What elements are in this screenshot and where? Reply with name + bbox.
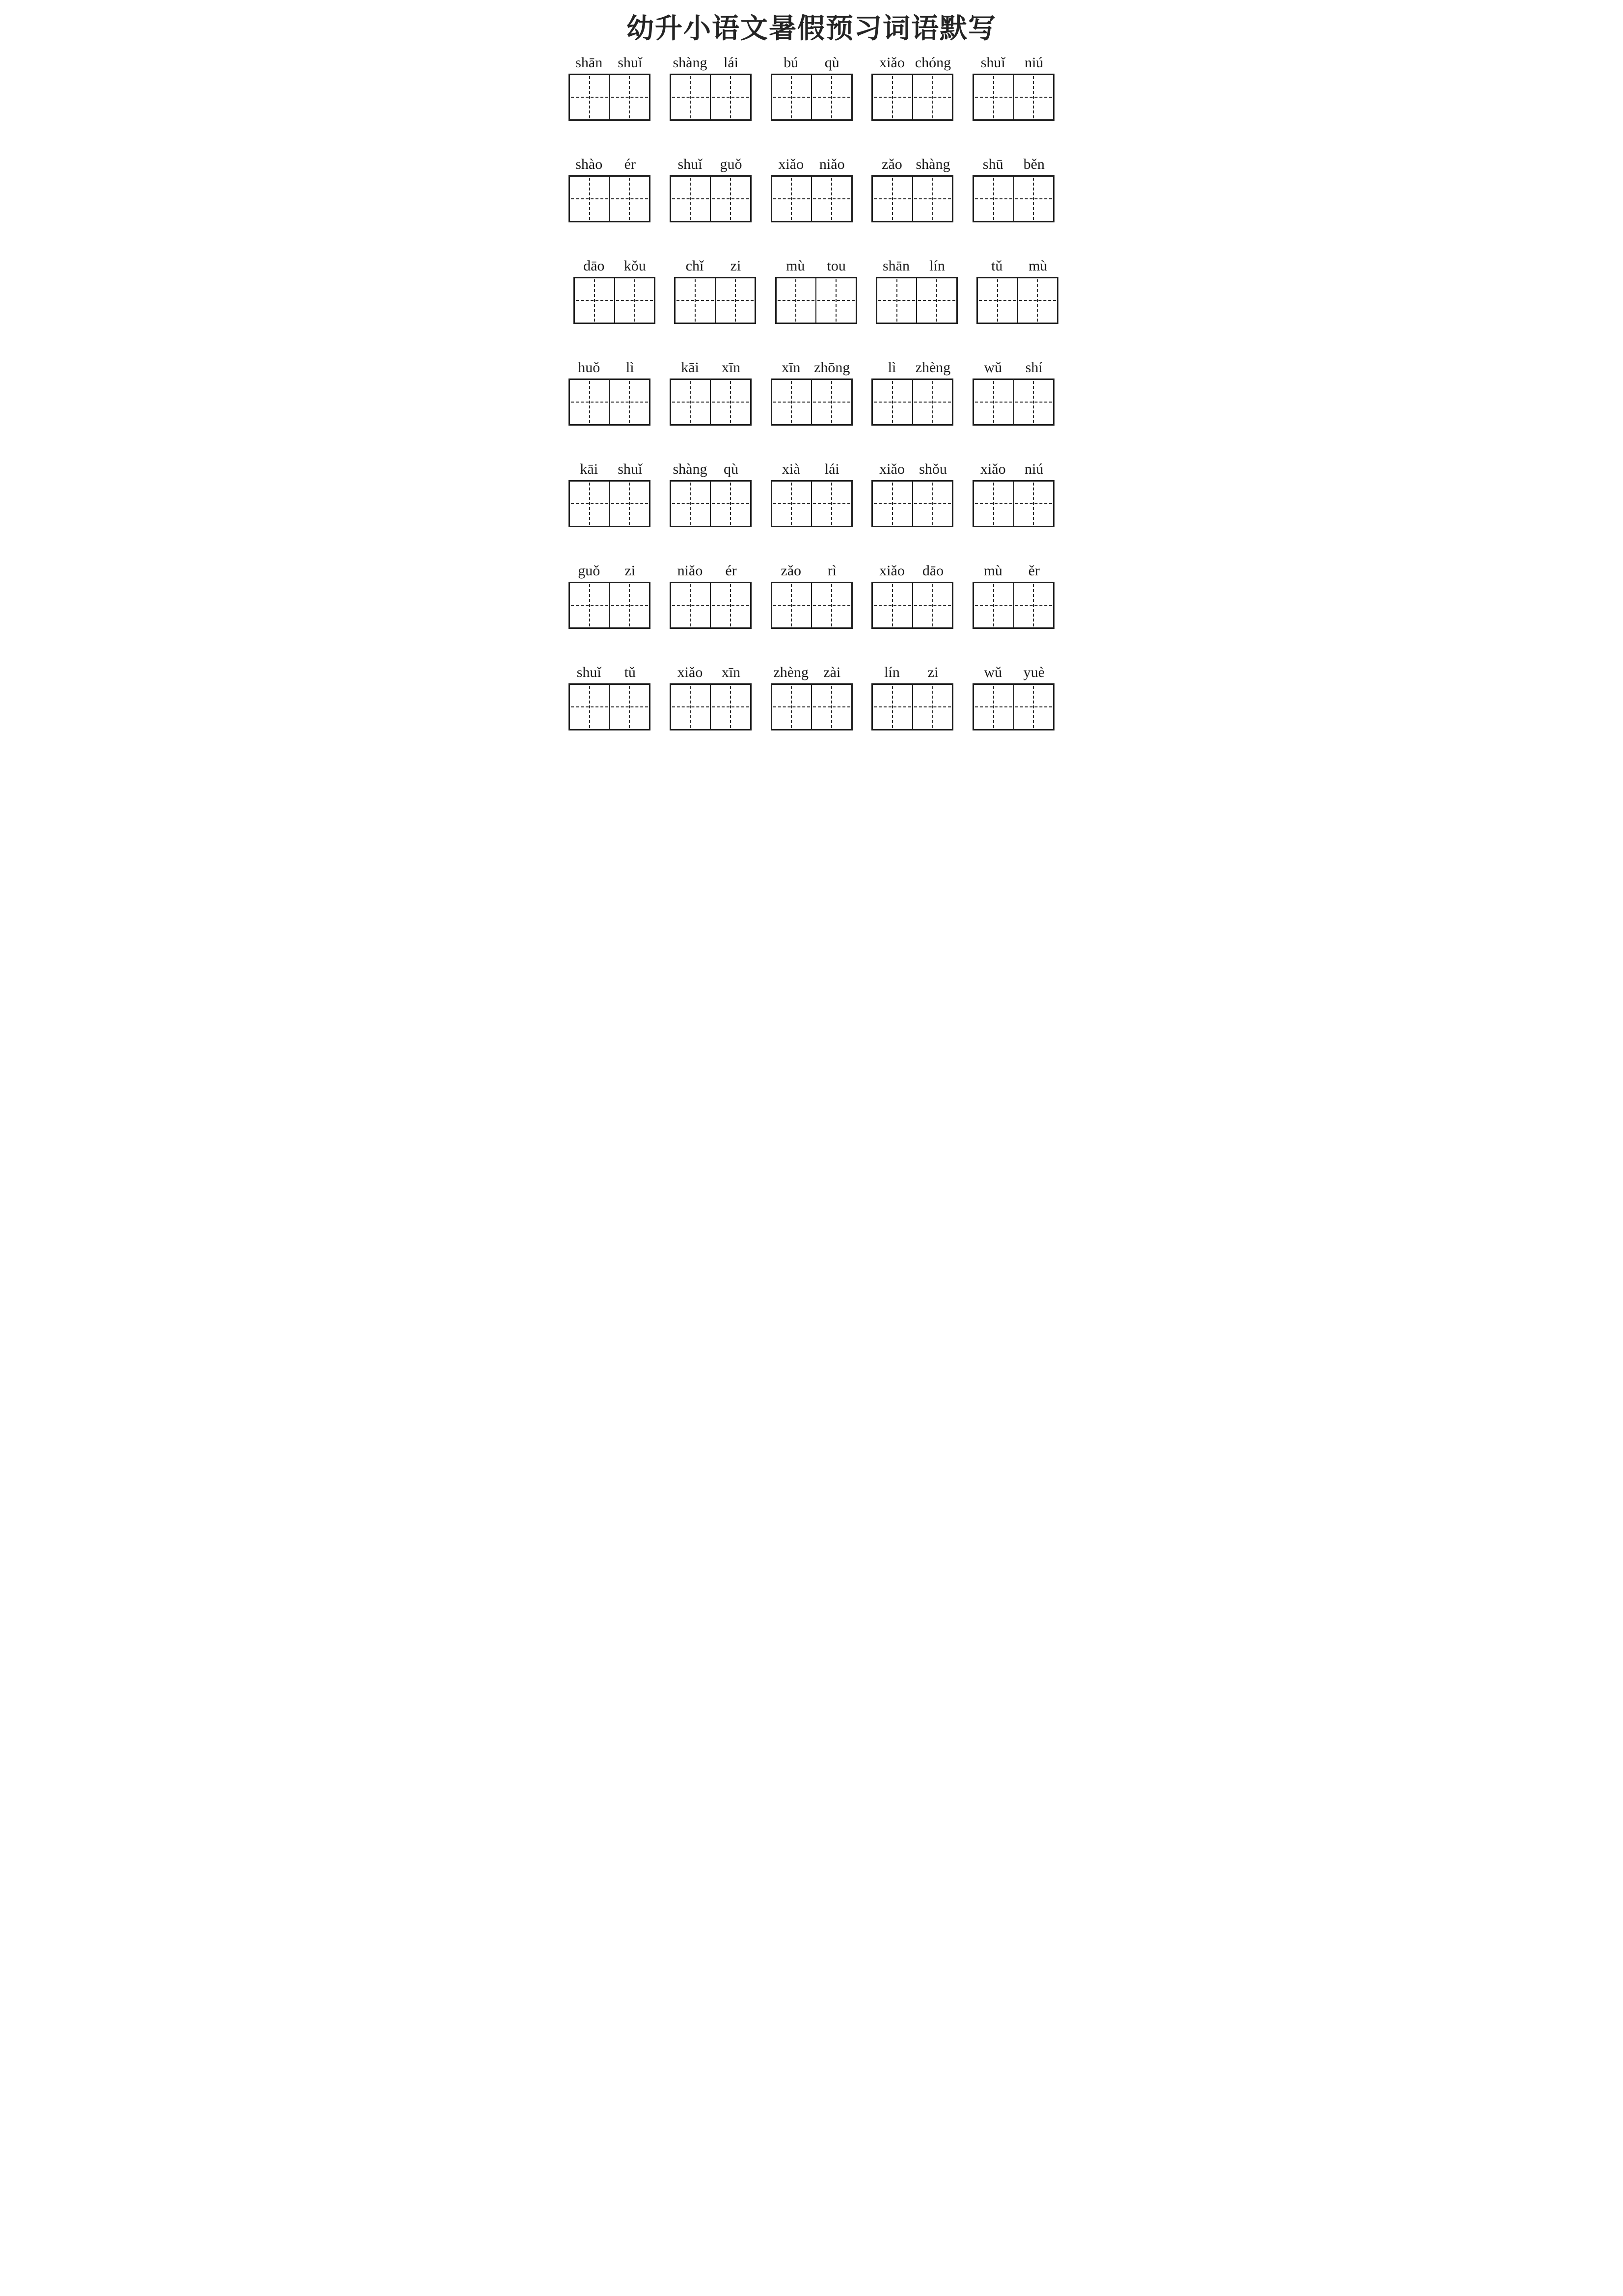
writing-box <box>771 378 853 426</box>
pinyin-syllable: niǎo <box>819 156 845 173</box>
pinyin-syllable: xīn <box>721 359 741 376</box>
writing-box <box>568 480 650 527</box>
word-item <box>568 457 650 527</box>
character-cell <box>772 380 812 424</box>
word-item <box>876 254 958 324</box>
character-cell <box>710 583 750 627</box>
character-cell <box>671 685 710 729</box>
pinyin-syllable: xiǎo <box>980 461 1006 478</box>
pinyin-label <box>871 457 953 478</box>
pinyin-syllable: tǔ <box>624 664 636 681</box>
character-cell <box>609 482 649 526</box>
pinyin-label <box>973 51 1055 71</box>
pinyin-syllable: tǔ <box>991 258 1003 274</box>
pinyin-label <box>771 559 853 579</box>
writing-box <box>670 175 752 222</box>
pinyin-syllable: shuǐ <box>677 156 703 173</box>
word-row <box>541 559 1082 629</box>
character-cell <box>1013 75 1054 119</box>
word-item <box>775 254 857 324</box>
pinyin-syllable: niú <box>1025 461 1044 478</box>
word-item <box>871 51 953 121</box>
word-row <box>541 457 1082 527</box>
character-cell <box>877 278 917 323</box>
pinyin-syllable: bú <box>784 54 799 71</box>
character-cell <box>671 75 710 119</box>
writing-box <box>670 74 752 121</box>
character-cell <box>873 75 912 119</box>
pinyin-label <box>568 457 650 478</box>
word-item <box>568 559 650 629</box>
pinyin-syllable: qù <box>824 54 839 71</box>
pinyin-label <box>771 51 853 71</box>
pinyin-syllable: kāi <box>580 461 598 478</box>
pinyin-label <box>973 457 1055 478</box>
writing-box <box>973 74 1055 121</box>
pinyin-label <box>973 355 1055 376</box>
word-item <box>670 51 752 121</box>
pinyin-label <box>771 457 853 478</box>
writing-box <box>871 175 953 222</box>
pinyin-syllable: shuǐ <box>980 54 1005 71</box>
word-item <box>871 355 953 426</box>
character-cell <box>811 482 851 526</box>
word-row <box>541 355 1082 426</box>
word-item <box>771 660 853 730</box>
character-cell <box>811 583 851 627</box>
character-cell <box>772 177 812 221</box>
character-cell <box>575 278 614 323</box>
character-cell <box>570 482 609 526</box>
pinyin-syllable: xià <box>782 461 800 478</box>
pinyin-label <box>771 355 853 376</box>
pinyin-syllable: wǔ <box>984 664 1002 681</box>
pinyin-syllable: shuǐ <box>618 461 643 478</box>
word-item <box>771 152 853 222</box>
pinyin-syllable: guǒ <box>578 563 600 579</box>
pinyin-syllable: lái <box>724 54 738 71</box>
pinyin-label <box>871 51 953 71</box>
character-cell <box>715 278 755 323</box>
writing-box <box>775 277 857 324</box>
pinyin-syllable: dāo <box>583 258 605 274</box>
character-cell <box>609 685 649 729</box>
pinyin-syllable: niǎo <box>677 563 703 579</box>
writing-box <box>771 480 853 527</box>
writing-box <box>973 683 1055 730</box>
character-cell <box>710 482 750 526</box>
pinyin-syllable: shàng <box>916 156 950 173</box>
pinyin-syllable: xiǎo <box>677 664 703 681</box>
character-cell <box>912 75 952 119</box>
pinyin-label <box>568 559 650 579</box>
pinyin-label <box>771 660 853 681</box>
writing-box <box>771 175 853 222</box>
character-cell <box>671 482 710 526</box>
character-cell <box>978 278 1017 323</box>
word-item <box>771 51 853 121</box>
writing-box <box>976 277 1058 324</box>
character-cell <box>811 75 851 119</box>
word-row <box>541 254 1082 324</box>
writing-box <box>771 74 853 121</box>
pinyin-label <box>876 254 958 274</box>
pinyin-syllable: tou <box>827 258 846 274</box>
pinyin-syllable: shān <box>575 54 603 71</box>
character-cell <box>912 177 952 221</box>
pinyin-syllable: ér <box>624 156 636 173</box>
pinyin-syllable: ér <box>725 563 737 579</box>
writing-box <box>771 582 853 629</box>
pinyin-syllable: ěr <box>1028 563 1040 579</box>
character-cell <box>1013 177 1054 221</box>
pinyin-syllable: zhèng <box>773 664 809 681</box>
character-cell <box>1013 380 1054 424</box>
word-item <box>973 457 1055 527</box>
character-cell <box>1013 685 1054 729</box>
character-cell <box>912 482 952 526</box>
pinyin-syllable: shàng <box>673 54 707 71</box>
pinyin-syllable: zhèng <box>915 359 951 376</box>
pinyin-syllable: yuè <box>1023 664 1045 681</box>
word-grid <box>541 51 1082 730</box>
writing-box <box>568 74 650 121</box>
word-row <box>541 152 1082 222</box>
writing-box <box>568 683 650 730</box>
character-cell <box>873 583 912 627</box>
pinyin-syllable: rì <box>827 563 837 579</box>
word-item <box>670 559 752 629</box>
pinyin-syllable: niú <box>1025 54 1044 71</box>
pinyin-syllable: shān <box>883 258 910 274</box>
pinyin-syllable: wǔ <box>984 359 1002 376</box>
writing-box <box>973 175 1055 222</box>
pinyin-syllable: lín <box>929 258 945 274</box>
word-item <box>568 660 650 730</box>
pinyin-syllable: shǒu <box>919 461 947 478</box>
character-cell <box>772 583 812 627</box>
pinyin-syllable: xīn <box>782 359 801 376</box>
character-cell <box>912 685 952 729</box>
pinyin-syllable: xiǎo <box>879 54 905 71</box>
writing-box <box>568 378 650 426</box>
pinyin-label <box>871 355 953 376</box>
character-cell <box>570 75 609 119</box>
pinyin-syllable: xiǎo <box>778 156 804 173</box>
writing-box <box>871 378 953 426</box>
character-cell <box>570 177 609 221</box>
character-cell <box>671 583 710 627</box>
character-cell <box>916 278 956 323</box>
word-item <box>568 355 650 426</box>
pinyin-label <box>771 152 853 173</box>
word-item <box>871 660 953 730</box>
word-item <box>674 254 756 324</box>
pinyin-syllable: chóng <box>915 54 951 71</box>
word-item <box>871 152 953 222</box>
character-cell <box>974 482 1013 526</box>
pinyin-syllable: kǒu <box>623 258 646 274</box>
character-cell <box>710 685 750 729</box>
pinyin-label <box>573 254 655 274</box>
character-cell <box>772 482 812 526</box>
character-cell <box>710 380 750 424</box>
word-item <box>976 254 1058 324</box>
pinyin-syllable: lì <box>888 359 896 376</box>
writing-box <box>670 480 752 527</box>
pinyin-syllable: guǒ <box>720 156 742 173</box>
word-item <box>973 152 1055 222</box>
character-cell <box>974 685 1013 729</box>
pinyin-label <box>775 254 857 274</box>
writing-box <box>871 74 953 121</box>
word-item <box>871 559 953 629</box>
writing-box <box>973 582 1055 629</box>
writing-box <box>568 175 650 222</box>
pinyin-label <box>871 660 953 681</box>
character-cell <box>974 177 1013 221</box>
pinyin-label <box>674 254 756 274</box>
pinyin-syllable: kāi <box>681 359 699 376</box>
character-cell <box>676 278 715 323</box>
pinyin-label <box>973 559 1055 579</box>
pinyin-label <box>670 51 752 71</box>
character-cell <box>873 685 912 729</box>
character-cell <box>671 380 710 424</box>
word-item <box>771 355 853 426</box>
pinyin-syllable: shí <box>1025 359 1043 376</box>
pinyin-syllable: xīn <box>721 664 741 681</box>
character-cell <box>609 75 649 119</box>
pinyin-syllable: zi <box>730 258 741 274</box>
character-cell <box>777 278 816 323</box>
page-title: 幼升小语文暑假预习词语默写 <box>626 13 997 44</box>
word-item <box>670 355 752 426</box>
character-cell <box>609 380 649 424</box>
pinyin-syllable: chǐ <box>685 258 704 274</box>
character-cell <box>912 380 952 424</box>
character-cell <box>710 177 750 221</box>
pinyin-syllable: lái <box>824 461 839 478</box>
writing-box <box>573 277 655 324</box>
pinyin-label <box>568 51 650 71</box>
word-item <box>973 51 1055 121</box>
word-item <box>973 355 1055 426</box>
character-cell <box>772 685 812 729</box>
pinyin-syllable: mù <box>983 563 1002 579</box>
writing-box <box>871 480 953 527</box>
pinyin-syllable: shào <box>575 156 603 173</box>
word-item <box>973 559 1055 629</box>
pinyin-syllable: běn <box>1023 156 1045 173</box>
word-item <box>670 152 752 222</box>
pinyin-syllable: zhōng <box>814 359 850 376</box>
pinyin-label <box>976 254 1058 274</box>
writing-box <box>973 480 1055 527</box>
word-row <box>541 51 1082 121</box>
pinyin-label <box>871 559 953 579</box>
pinyin-label <box>871 152 953 173</box>
writing-box <box>771 683 853 730</box>
pinyin-syllable: qù <box>724 461 738 478</box>
pinyin-syllable: mù <box>1028 258 1048 274</box>
pinyin-syllable: mù <box>786 258 805 274</box>
character-cell <box>974 583 1013 627</box>
character-cell <box>1017 278 1057 323</box>
character-cell <box>974 75 1013 119</box>
character-cell <box>1013 583 1054 627</box>
pinyin-syllable: zǎo <box>882 156 902 173</box>
character-cell <box>811 177 851 221</box>
character-cell <box>873 482 912 526</box>
character-cell <box>710 75 750 119</box>
pinyin-label <box>670 457 752 478</box>
pinyin-label <box>568 660 650 681</box>
pinyin-label <box>973 152 1055 173</box>
writing-box <box>871 582 953 629</box>
pinyin-syllable: xiǎo <box>879 563 905 579</box>
pinyin-label <box>670 355 752 376</box>
word-item <box>568 51 650 121</box>
word-item <box>771 559 853 629</box>
word-item <box>568 152 650 222</box>
pinyin-syllable: zǎo <box>781 563 802 579</box>
pinyin-syllable: shū <box>982 156 1003 173</box>
character-cell <box>815 278 856 323</box>
character-cell <box>772 75 812 119</box>
writing-box <box>871 683 953 730</box>
character-cell <box>811 380 851 424</box>
pinyin-syllable: zài <box>823 664 841 681</box>
pinyin-syllable: huǒ <box>578 359 600 376</box>
pinyin-syllable: dāo <box>922 563 944 579</box>
pinyin-label <box>973 660 1055 681</box>
pinyin-syllable: shàng <box>673 461 707 478</box>
character-cell <box>811 685 851 729</box>
writing-box <box>670 378 752 426</box>
character-cell <box>873 177 912 221</box>
pinyin-syllable: zi <box>624 563 636 579</box>
writing-box <box>568 582 650 629</box>
writing-box <box>973 378 1055 426</box>
character-cell <box>570 685 609 729</box>
writing-box <box>876 277 958 324</box>
writing-box <box>670 582 752 629</box>
worksheet-page <box>541 0 1082 765</box>
writing-box <box>674 277 756 324</box>
character-cell <box>873 380 912 424</box>
word-item <box>670 457 752 527</box>
character-cell <box>1013 482 1054 526</box>
pinyin-label <box>568 355 650 376</box>
word-row <box>541 660 1082 730</box>
pinyin-label <box>670 660 752 681</box>
word-item <box>871 457 953 527</box>
pinyin-syllable: shuǐ <box>618 54 643 71</box>
pinyin-syllable: lín <box>884 664 900 681</box>
word-item <box>771 457 853 527</box>
character-cell <box>570 380 609 424</box>
pinyin-syllable: lì <box>625 359 634 376</box>
word-item <box>670 660 752 730</box>
pinyin-syllable: zi <box>927 664 939 681</box>
character-cell <box>974 380 1013 424</box>
word-item <box>573 254 655 324</box>
character-cell <box>912 583 952 627</box>
pinyin-label <box>670 559 752 579</box>
character-cell <box>614 278 654 323</box>
pinyin-label <box>568 152 650 173</box>
pinyin-syllable: shuǐ <box>576 664 601 681</box>
character-cell <box>570 583 609 627</box>
character-cell <box>609 177 649 221</box>
pinyin-syllable: xiǎo <box>879 461 905 478</box>
writing-box <box>670 683 752 730</box>
pinyin-label <box>670 152 752 173</box>
character-cell <box>671 177 710 221</box>
word-item <box>973 660 1055 730</box>
character-cell <box>609 583 649 627</box>
